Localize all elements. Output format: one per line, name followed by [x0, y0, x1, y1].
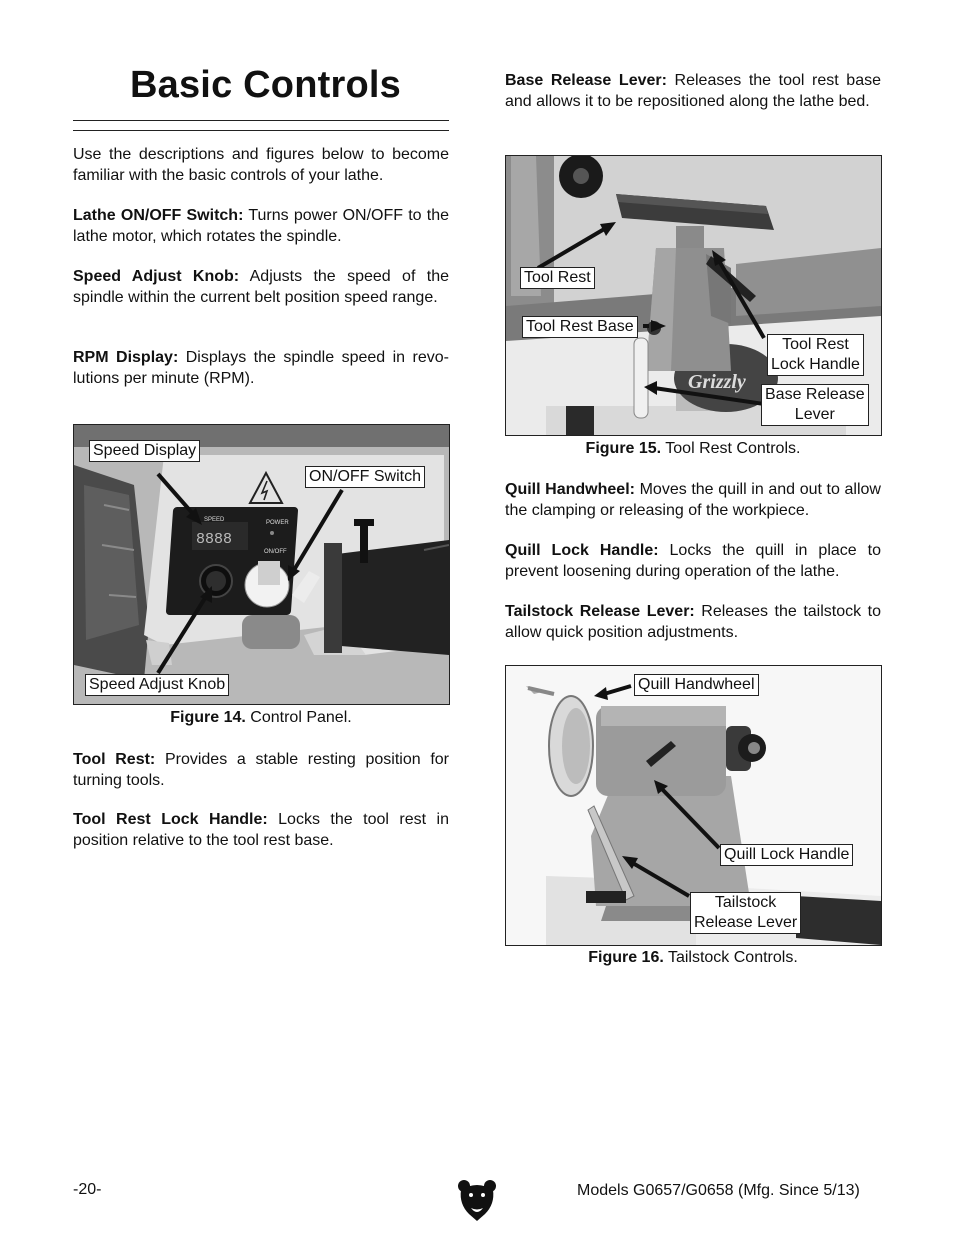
callout-speed-adjust-knob: Speed Adjust Knob	[85, 674, 229, 696]
panel-onoff-label: ON/OFF	[264, 549, 287, 555]
tailstock-release-paragraph: Tailstock Release Lever: Releases the tailstock to allow quick position adjustments.	[505, 603, 881, 641]
grizzly-badge-text: Grizzly	[688, 371, 746, 393]
callout-on-off-switch: ON/OFF Switch	[305, 466, 425, 488]
rpm-digits: 8888	[196, 531, 233, 548]
callout-quill-lock-handle: Quill Lock Handle	[720, 844, 853, 866]
panel-speed-label: SPEED	[204, 517, 225, 523]
switch-housing	[242, 615, 300, 649]
onoff-switch-paragraph: Lathe ON/OFF Switch: Turns power ON/OFF to the lathe motor, which rotates the spindle.	[73, 207, 450, 245]
title-rule-bottom	[73, 130, 449, 131]
release-lever-shape	[634, 338, 648, 418]
callout-tool-rest-lock-handle: Tool Rest Lock Handle	[767, 334, 864, 376]
figure-16-tailstock	[505, 665, 882, 946]
callout-speed-display: Speed Display	[89, 440, 200, 462]
grizzly-bear-logo-icon	[457, 1178, 497, 1222]
callout-quill-handwheel: Quill Handwheel	[634, 674, 759, 696]
figure-14-control-panel	[73, 424, 450, 705]
quill-lock-paragraph: Quill Lock Handle: Locks the quill in place to prevent loosening during operation of the lathe.	[505, 542, 881, 580]
base-release-paragraph: Base Release Lever: Releases the tool rest base and allows it to be repositioned along the lathe bed.	[505, 72, 882, 110]
callout-tool-rest-base: Tool Rest Base	[522, 316, 638, 338]
tool-rest-paragraph: Tool Rest: Provides a stable resting position for turning tools.	[73, 751, 450, 789]
callout-base-release-lever: Base Release Lever	[761, 384, 869, 426]
callout-tool-rest: Tool Rest	[520, 267, 595, 289]
quill-handwheel-paragraph: Quill Handwheel: Moves the quill in and out to allow the clamping or releasing of the workpiece.	[505, 481, 881, 519]
figure-15-tool-rest	[505, 155, 882, 436]
figure-16-caption: Figure 16. Tailstock Controls.	[588, 949, 798, 966]
speed-knob-paragraph: Speed Adjust Knob: Adjusts the speed of the spindle within the current belt position speed range.	[73, 268, 449, 306]
callout-tailstock-release-lever: Tailstock Release Lever	[690, 892, 801, 934]
title-rule-top	[73, 120, 449, 121]
figure-14-caption: Figure 14. Control Panel.	[170, 709, 352, 726]
rpm-display-paragraph: RPM Display: Displays the spindle speed in revo-lutions per minute (RPM).	[73, 349, 450, 387]
page-number: -20-	[73, 1181, 102, 1198]
tool-rest-lock-paragraph: Tool Rest Lock Handle: Locks the tool rest in position relative to the tool rest base.	[73, 811, 450, 849]
intro-paragraph: Use the descriptions and figures below to become familiar with the basic controls of your lathe.	[73, 146, 449, 184]
figure-15-caption: Figure 15. Tool Rest Controls.	[585, 440, 801, 457]
models-footer: Models G0657/G0658 (Mfg. Since 5/13)	[577, 1182, 860, 1199]
panel-power-label: POWER	[266, 520, 289, 526]
page-title: Basic Controls	[130, 64, 401, 106]
